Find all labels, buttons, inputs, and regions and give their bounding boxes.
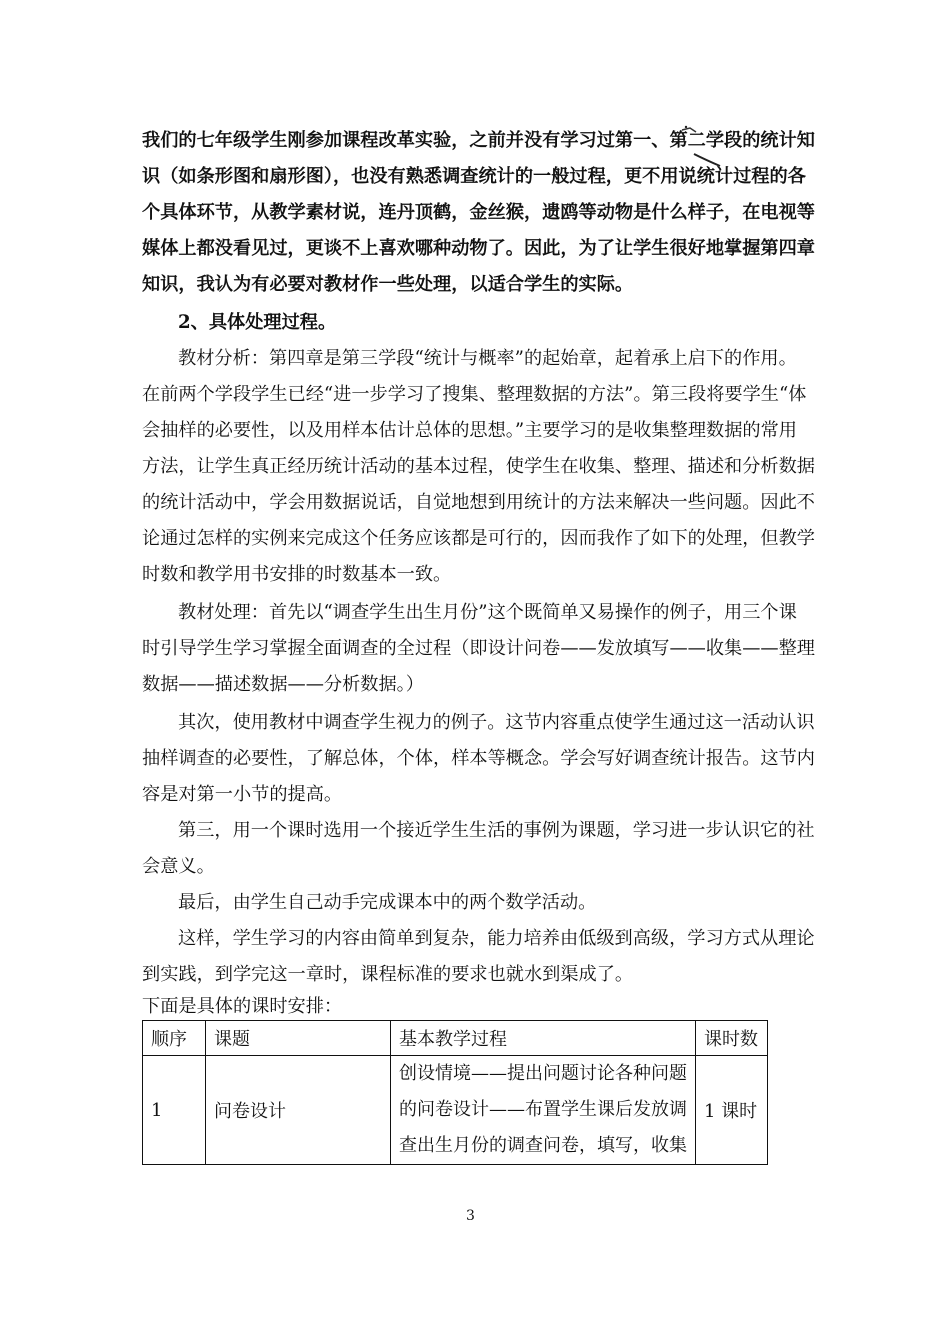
schedule-table: [142, 1020, 768, 1165]
cell-process: [391, 1056, 696, 1165]
text-line: 知识，我认为有必要对教材作一些处理，以适合学生的实际。: [142, 274, 634, 295]
text-line: 方法，让学生真正经历统计活动的基本过程，使学生在收集、整理、描述和分析数据: [142, 456, 815, 477]
cell-hours: 1 课时: [696, 1056, 768, 1165]
text-line: 个具体环节，从教学素材说，连丹顶鹤，金丝猴，遗鸥等动物是什么样子，在电视等: [142, 202, 815, 223]
text-line: 论通过怎样的实例来完成这个任务应该都是可行的，因而我作了如下的处理，但教学: [142, 528, 815, 549]
text-line: 最后，由学生自己动手完成课本中的两个数学活动。: [178, 892, 597, 913]
cell-topic: 问卷设计: [206, 1056, 391, 1165]
header-topic: 课题: [206, 1021, 391, 1056]
table-intro: 下面是具体的课时安排：: [142, 996, 343, 1017]
text-line: 抽样调查的必要性，了解总体，个体，样本等概念。学会写好调查统计报告。这节内: [142, 748, 815, 769]
header-order: 顺序: [143, 1021, 206, 1056]
table-row: [143, 1056, 768, 1165]
text-line: 这样，学生学习的内容由简单到复杂，能力培养由低级到高级，学习方式从理论: [178, 928, 815, 949]
text-line: 教材处理：首先以“调查学生出生月份”这个既简单又易操作的例子，用三个课: [178, 602, 797, 623]
process-line: 查出生月份的调查问卷，填写，收集: [399, 1135, 687, 1156]
scan-smudge-mark: [676, 124, 724, 170]
text-line: 教材分析：第四章是第三学段“统计与概率”的起始章，起着承上启下的作用。: [178, 348, 797, 369]
text-line: 识（如条形图和扇形图），也没有熟悉调查统计的一般过程，更不用说统计过程的各: [142, 166, 806, 187]
text-line: 媒体上都没看见过，更谈不上喜欢哪种动物了。因此，为了让学生很好地掌握第四章: [142, 238, 815, 259]
text-line: 数据——描述数据——分析数据。）: [142, 674, 424, 695]
text-line: 会抽样的必要性，以及用样本估计总体的思想。”主要学习的是收集整理数据的常用: [142, 420, 797, 441]
text-line: 时引导学生学习掌握全面调查的全过程（即设计问卷——发放填写——收集——整理: [142, 638, 815, 659]
table-header-row: [143, 1021, 768, 1056]
text-line: 的统计活动中，学会用数据说话，自觉地想到用统计的方法来解决一些问题。因此不: [142, 492, 815, 513]
page-number: 3: [466, 1208, 475, 1224]
text-line: 会意义。: [142, 856, 215, 877]
text-line: 第三，用一个课时选用一个接近学生生活的事例为课题，学习进一步认识它的社: [178, 820, 815, 841]
cell-order: 1: [143, 1056, 206, 1165]
text-line: 容是对第一小节的提高。: [142, 784, 343, 805]
text-line: 到实践，到学完这一章时，课程标准的要求也就水到渠成了。: [142, 964, 634, 985]
header-hours: 课时数: [696, 1021, 768, 1056]
header-process: 基本教学过程: [391, 1021, 696, 1056]
text-line: 时数和教学用书安排的时数基本一致。: [142, 564, 452, 585]
section-heading: 2、具体处理过程。: [178, 312, 337, 333]
process-line: 创设情境——提出问题讨论各种问题: [399, 1063, 687, 1084]
text-line: 我们的七年级学生刚参加课程改革实验，之前并没有学习过第一、第二学段的统计知: [142, 130, 815, 151]
process-line: 的问卷设计——布置学生课后发放调: [399, 1099, 687, 1120]
text-line: 其次，使用教材中调查学生视力的例子。这节内容重点使学生通过这一活动认识: [178, 712, 815, 733]
text-line: 在前两个学段学生已经“进一步学习了搜集、整理数据的方法”。第三段将要学生“体: [142, 384, 807, 405]
